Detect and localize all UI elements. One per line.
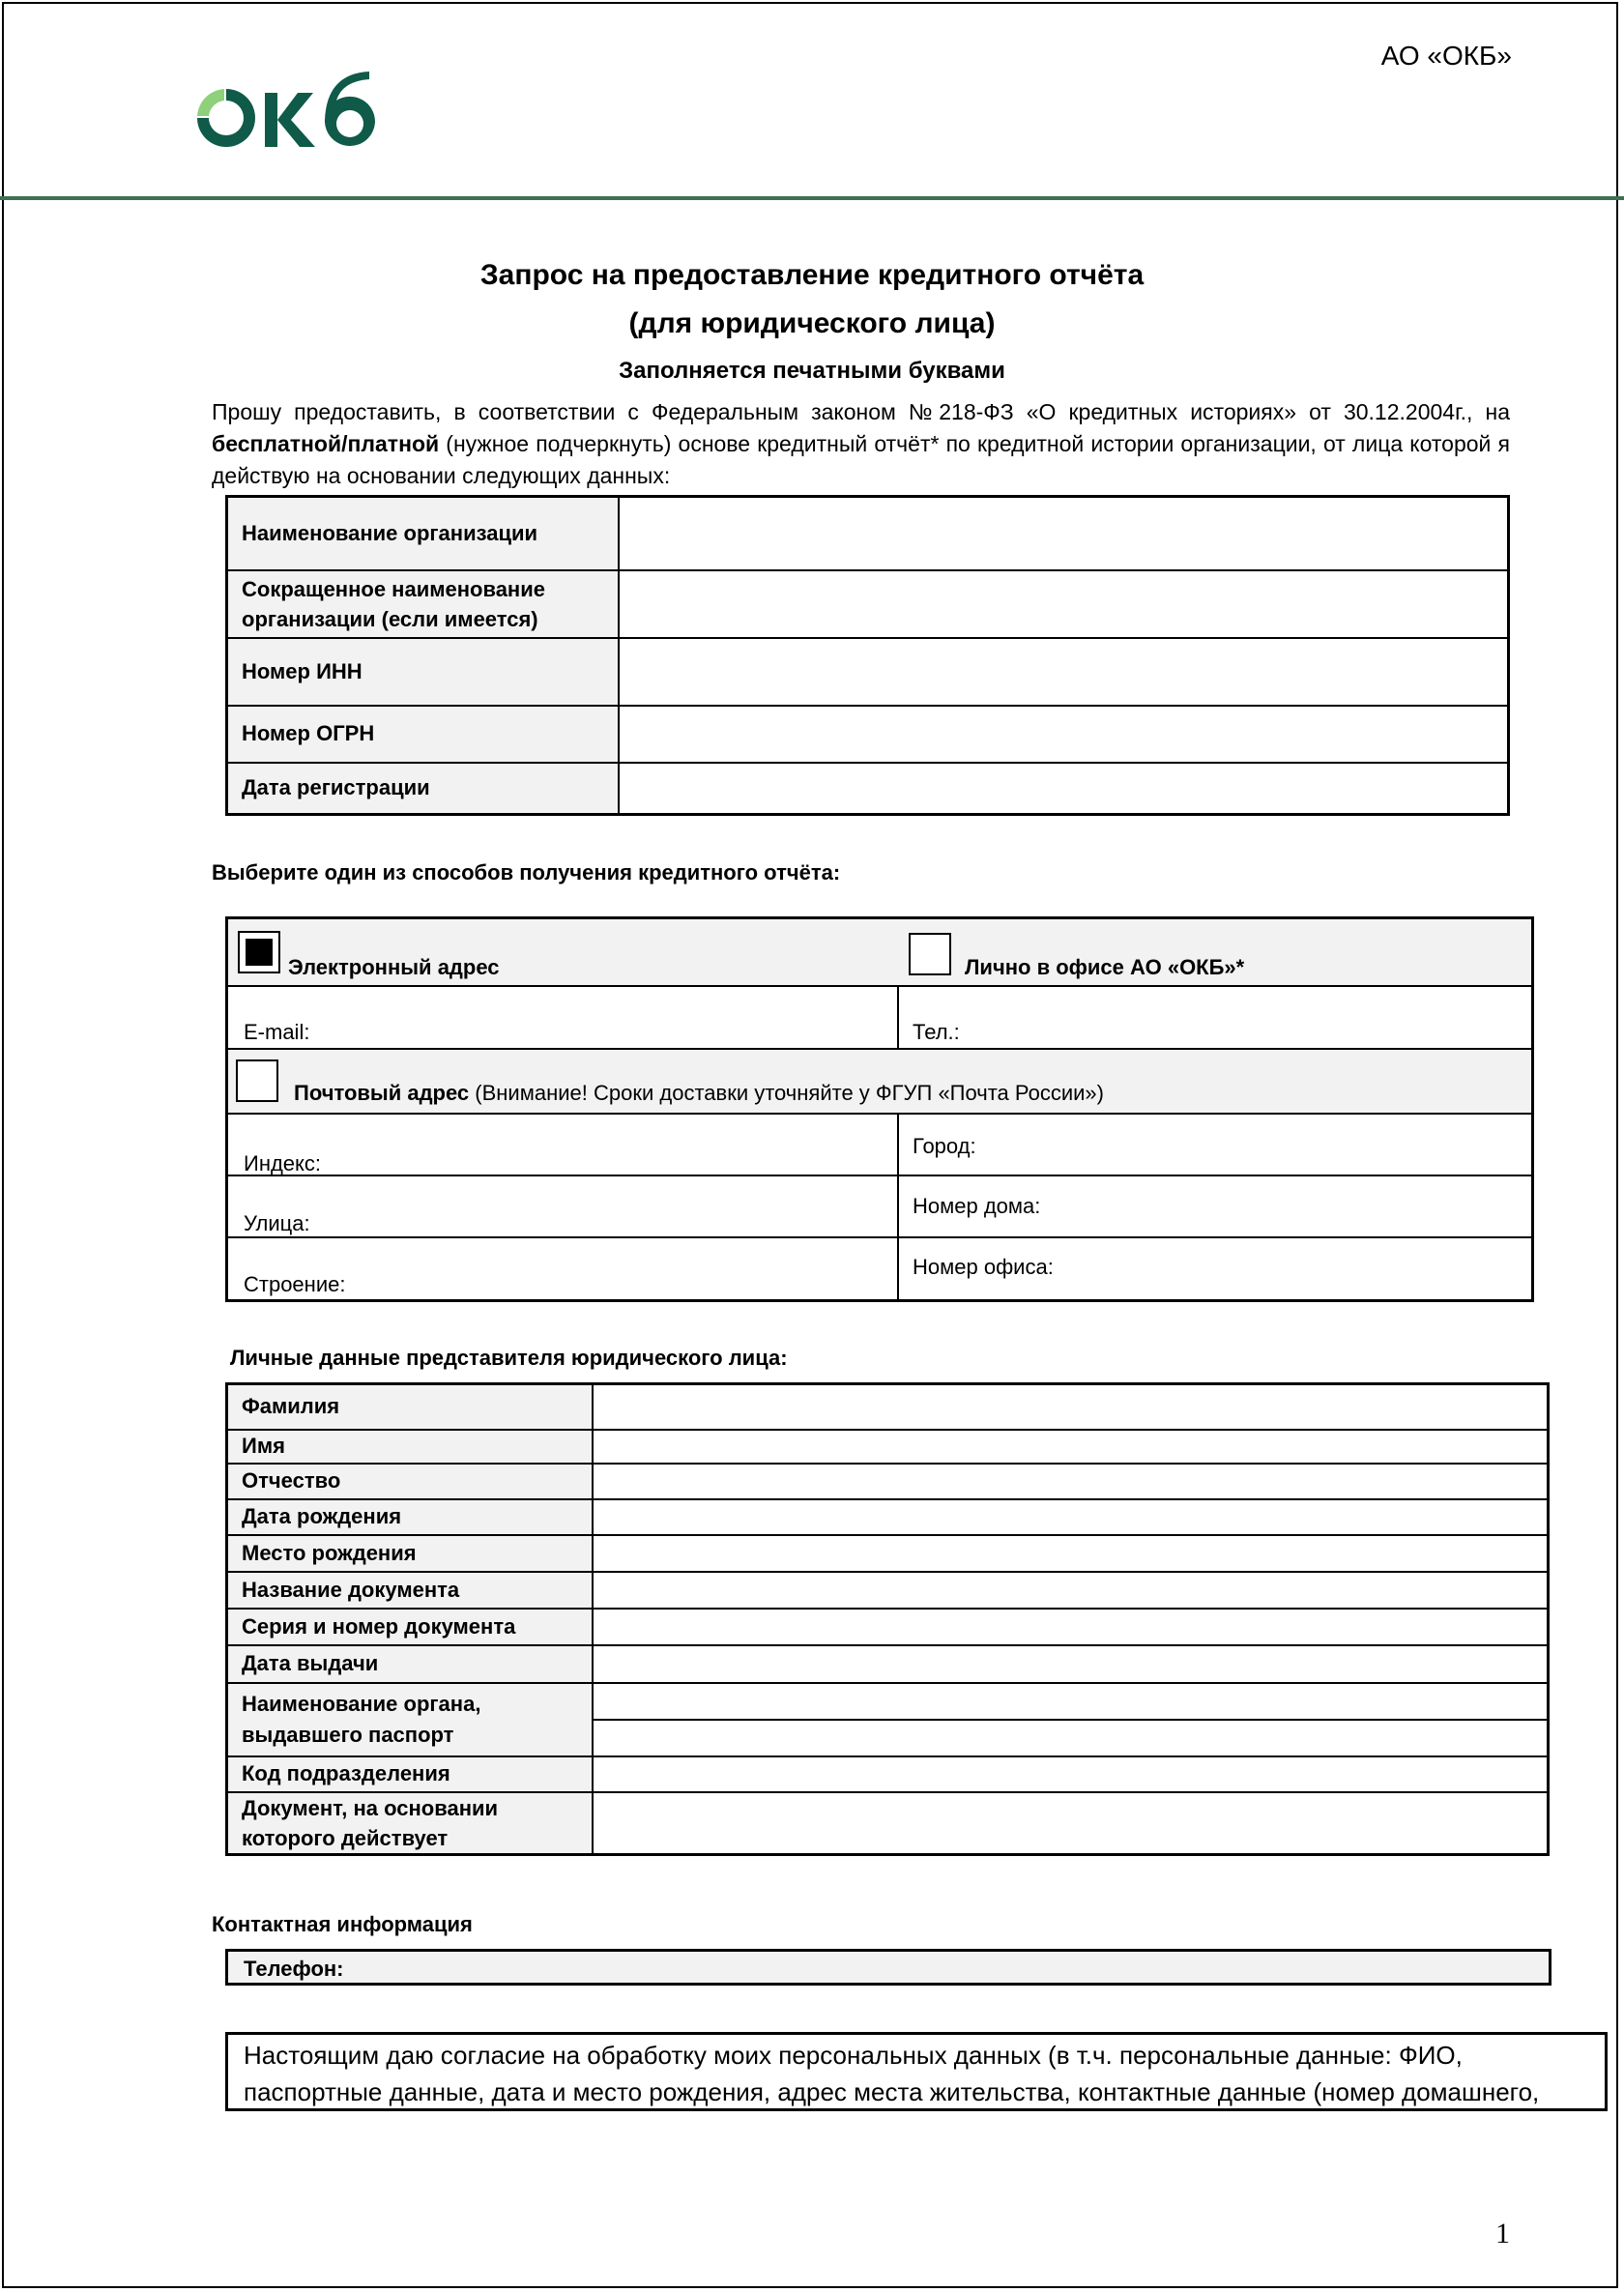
contact-phone-label: Телефон: — [244, 1957, 344, 1981]
org-name-field[interactable] — [619, 497, 1509, 570]
logo-letter-k-stem — [265, 93, 277, 147]
logo-accent-mark — [197, 89, 224, 116]
logo-letter-k-arm — [277, 93, 315, 147]
issue-date-label: Дата выдачи — [227, 1645, 593, 1683]
contact-heading: Контактная информация — [212, 1912, 473, 1936]
table-row — [227, 1756, 1549, 1792]
birth-date-field[interactable] — [593, 1499, 1549, 1535]
issue-date-field[interactable] — [593, 1645, 1549, 1683]
issuer-label: Наименование органа, выдавшего паспорт — [227, 1683, 593, 1756]
company-name: АО «ОКБ» — [1380, 41, 1512, 71]
table-row — [227, 1430, 1549, 1464]
birth-place-label: Место рождения — [227, 1535, 593, 1572]
doc-number-field[interactable] — [593, 1609, 1549, 1645]
delivery-method-box — [225, 916, 1534, 1302]
table-row — [227, 497, 1509, 570]
okb-logo — [180, 72, 383, 168]
org-table — [225, 495, 1510, 816]
authority-doc-label: Документ, на основании которого действует — [227, 1792, 593, 1855]
phone-row[interactable] — [225, 1949, 1552, 1986]
table-row — [227, 1384, 1549, 1430]
birth-date-label: Дата рождения — [227, 1499, 593, 1535]
table-row — [227, 763, 1509, 815]
ogrn-label: Номер ОГРН — [227, 706, 619, 763]
postal-note: (Внимание! Сроки доставки уточняйте у ФГУП «Почта России») — [469, 1081, 1104, 1105]
method-row-contacts — [228, 987, 1531, 1050]
email-label: E-mail: — [244, 1020, 310, 1044]
house-label: Номер дома: — [913, 1194, 1041, 1218]
doc-name-field[interactable] — [593, 1572, 1549, 1609]
doc-name-label: Название документа — [227, 1572, 593, 1609]
surname-label: Фамилия — [227, 1384, 593, 1430]
surname-field[interactable] — [593, 1384, 1549, 1430]
birth-place-field[interactable] — [593, 1535, 1549, 1572]
rep-table — [225, 1382, 1550, 1856]
electronic-label: Электронный адрес — [288, 955, 500, 979]
page-number: 1 — [1495, 2218, 1510, 2249]
table-row — [227, 638, 1509, 706]
form-subtitle: (для юридического лица) — [628, 307, 996, 339]
building-label: Строение: — [244, 1272, 346, 1296]
office-checkbox[interactable] — [909, 933, 951, 975]
divider — [897, 987, 899, 1048]
consent-box — [225, 2032, 1608, 2111]
division-code-field[interactable] — [593, 1756, 1549, 1792]
form-instruction: Заполняется печатными буквами — [619, 358, 1005, 384]
table-row — [227, 1464, 1549, 1499]
table-row — [227, 706, 1509, 763]
method-row-index — [228, 1115, 1531, 1176]
table-row — [227, 1572, 1549, 1609]
electronic-checkbox[interactable] — [238, 931, 280, 973]
inn-label: Номер ИНН — [227, 638, 619, 706]
method-row-postal — [228, 1050, 1531, 1115]
city-label: Город: — [913, 1134, 976, 1158]
rep-heading: Личные данные представителя юридического лица: — [230, 1346, 788, 1370]
division-code-label: Код подразделения — [227, 1756, 593, 1792]
intro-text-2: (нужное подчеркнуть) основе кредитный отчёт* по кредитной истории организации, от лица которой я действую на основании следующих данных: — [212, 431, 1510, 488]
table-row — [227, 1609, 1549, 1645]
table-row — [227, 1499, 1549, 1535]
first-name-field[interactable] — [593, 1430, 1549, 1464]
patronymic-label: Отчество — [227, 1464, 593, 1499]
authority-doc-field[interactable] — [593, 1792, 1549, 1855]
method-heading: Выберите один из способов получения кредитного отчёта: — [212, 860, 841, 885]
reg-date-label: Дата регистрации — [227, 763, 619, 815]
method-row-street — [228, 1176, 1531, 1238]
header-rule — [0, 196, 1624, 200]
table-row — [227, 1683, 1549, 1720]
method-row-top — [228, 919, 1531, 987]
logo-letter-b — [325, 72, 375, 146]
divider — [897, 1238, 899, 1299]
index-label: Индекс: — [244, 1151, 322, 1175]
phone-label: Тел.: — [913, 1020, 960, 1044]
office-label: Лично в офисе АО «ОКБ»* — [965, 955, 1245, 979]
table-row — [227, 1645, 1549, 1683]
org-short-name-label: Сокращенное наименование организации (если имеется) — [227, 570, 619, 638]
ogrn-field[interactable] — [619, 706, 1509, 763]
inn-field[interactable] — [619, 638, 1509, 706]
method-row-building — [228, 1238, 1531, 1299]
divider — [897, 1115, 899, 1175]
patronymic-field[interactable] — [593, 1464, 1549, 1499]
table-row — [227, 1535, 1549, 1572]
issuer-field-2[interactable] — [593, 1720, 1549, 1756]
reg-date-field[interactable] — [619, 763, 1509, 815]
first-name-label: Имя — [227, 1430, 593, 1464]
intro-fee-choice: бесплатной/платной — [212, 431, 440, 456]
table-row — [227, 570, 1509, 638]
doc-number-label: Серия и номер документа — [227, 1609, 593, 1645]
divider — [897, 1176, 899, 1236]
table-row — [227, 1792, 1549, 1855]
postal-text — [294, 1081, 1104, 1106]
postal-checkbox[interactable] — [236, 1059, 278, 1102]
office-number-label: Номер офиса: — [913, 1255, 1054, 1279]
intro-text-1: Прошу предоставить, в соответствии с Федеральным законом №218-ФЗ «О кредитных историях» от 30.12.2004г., на — [212, 399, 1510, 424]
postal-label: Почтовый адрес — [294, 1081, 470, 1105]
intro-paragraph — [212, 396, 1510, 492]
org-name-label: Наименование организации — [227, 497, 619, 570]
consent-text: Настоящим даю согласие на обработку моих персональных данных (в т.ч. персональные данные: ФИО, паспортные данные, дата и место рождения, адрес места жительства, контактные данные (номер домашнего, — [244, 2041, 1540, 2106]
issuer-field-1[interactable] — [593, 1683, 1549, 1720]
street-label: Улица: — [244, 1211, 310, 1235]
org-short-name-field[interactable] — [619, 570, 1509, 638]
form-title: Запрос на предоставление кредитного отчёта — [479, 259, 1145, 291]
